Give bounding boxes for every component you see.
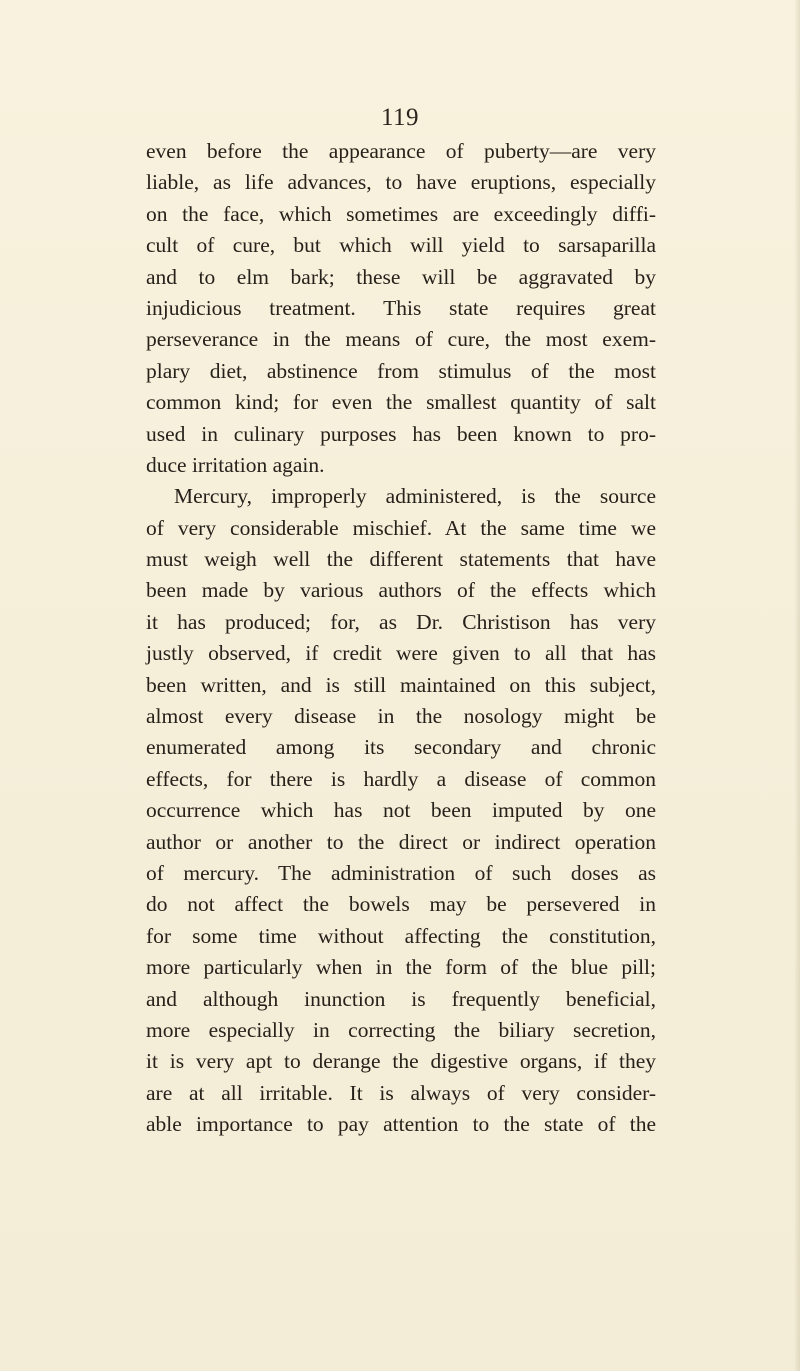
text-line: common kind; for even the smallest quantity of salt	[146, 390, 656, 415]
text-line: are at all irritable. It is always of very consider-	[146, 1080, 656, 1105]
text-line: justly observed, if credit were given to all that has	[146, 641, 656, 666]
text-line: effects, for there is hardly a disease of common	[146, 766, 656, 791]
text-line: been written, and is still maintained on this subject,	[146, 672, 656, 697]
text-line: enumerated among its secondary and chronic	[146, 735, 656, 760]
text-line: and although inunction is frequently beneficial,	[146, 986, 656, 1011]
text-line: must weigh well the different statements that have	[146, 547, 656, 572]
text-line: do not affect the bowels may be persevered in	[146, 892, 656, 917]
text-line: occurrence which has not been imputed by one	[146, 798, 656, 823]
text-line: plary diet, abstinence from stimulus of the most	[146, 358, 656, 383]
text-line: for some time without affecting the constitution,	[146, 923, 656, 948]
page-number: 119	[380, 104, 420, 131]
text-line: injudicious treatment. This state requires great	[146, 295, 656, 320]
text-line: of mercury. The administration of such doses as	[146, 860, 656, 885]
text-line: almost every disease in the nosology might be	[146, 704, 656, 729]
text-line: author or another to the direct or indirect operation	[146, 829, 656, 854]
text-line: more particularly when in the form of the blue pill;	[146, 955, 656, 980]
text-line: perseverance in the means of cure, the most exem-	[146, 327, 656, 352]
text-line: on the face, which sometimes are exceedingly diffi-	[146, 201, 656, 226]
text-line: it has produced; for, as Dr. Christison has very	[146, 609, 656, 634]
text-line: been made by various authors of the effects which	[146, 578, 656, 603]
text-line: used in culinary purposes has been known to pro-	[146, 421, 656, 446]
text-line: and to elm bark; these will be aggravated by	[146, 264, 656, 289]
text-line: duce irritation again.	[146, 452, 325, 477]
page-edge-shadow	[794, 0, 800, 1371]
text-line: able importance to pay attention to the state of the	[146, 1112, 656, 1137]
text-line: even before the appearance of puberty—are very	[146, 139, 656, 163]
text-line: it is very apt to derange the digestive organs, if they	[146, 1049, 656, 1074]
text-line: more especially in correcting the biliary secretion,	[146, 1017, 656, 1042]
text-line: liable, as life advances, to have eruptions, especially	[146, 170, 656, 195]
text-line: Mercury, improperly administered, is the source	[174, 484, 656, 509]
text-line: cult of cure, but which will yield to sarsaparilla	[146, 233, 656, 258]
body-text	[146, 136, 656, 1141]
text-line: of very considerable mischief. At the same time we	[146, 515, 656, 540]
